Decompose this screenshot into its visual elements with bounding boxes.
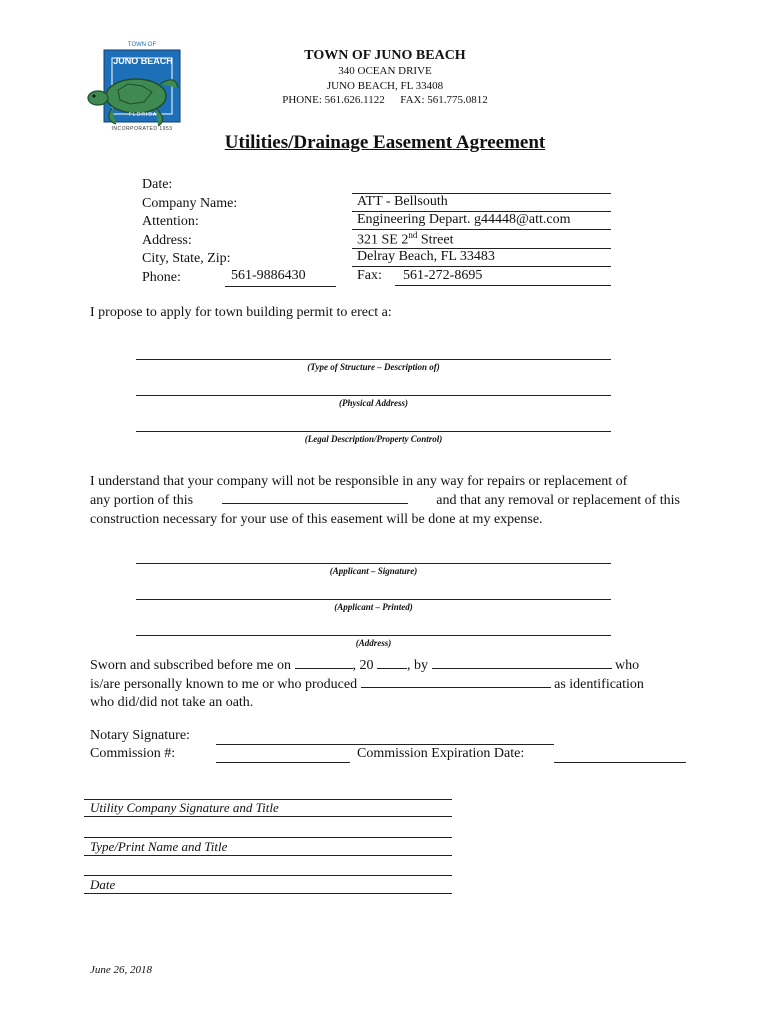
notary-signature-line[interactable] bbox=[216, 744, 554, 745]
utility-signature-label: Utility Company Signature and Title bbox=[90, 800, 279, 815]
legal-description-caption: (Legal Description/Property Control) bbox=[304, 434, 443, 444]
phone-value: 561-9886430 bbox=[231, 268, 306, 283]
utility-date-line[interactable] bbox=[84, 893, 452, 894]
notary-signature-label: Notary Signature: bbox=[90, 728, 190, 743]
city-line bbox=[352, 266, 611, 267]
address-street-end: Street bbox=[417, 232, 454, 248]
town-fax: FAX: 561.775.0812 bbox=[400, 94, 488, 106]
print-name-label: Type/Print Name and Title bbox=[90, 839, 228, 854]
address-value bbox=[357, 230, 454, 249]
sworn-line3: who did/did not take an oath. bbox=[90, 695, 254, 710]
applicant-printed-caption: (Applicant – Printed) bbox=[334, 602, 413, 612]
date-label: Date: bbox=[142, 177, 173, 192]
sworn-by-blank[interactable] bbox=[432, 656, 612, 669]
sworn-year-blank[interactable] bbox=[377, 656, 407, 669]
logo-incorporated: INCORPORATED 1953 bbox=[111, 126, 173, 132]
utility-date-top-line bbox=[84, 875, 452, 876]
sworn-date-blank[interactable] bbox=[295, 656, 353, 669]
sworn-statement bbox=[90, 656, 680, 712]
applicant-signature-caption: (Applicant – Signature) bbox=[329, 566, 418, 576]
physical-address-caption: (Physical Address) bbox=[339, 398, 408, 408]
applicant-printed-line[interactable] bbox=[136, 599, 611, 600]
company-label: Company Name: bbox=[142, 195, 238, 211]
address-street: 321 SE 2 bbox=[357, 232, 409, 248]
address-label: Address: bbox=[142, 232, 192, 248]
paragraph-line-1: I understand that your company will not be responsible in any way for repairs or replacement of bbox=[90, 474, 628, 489]
commission-expiration-line[interactable] bbox=[554, 762, 686, 763]
fax-line bbox=[395, 285, 611, 286]
town-street: 340 OCEAN DRIVE bbox=[338, 65, 432, 77]
print-name-line[interactable] bbox=[84, 855, 452, 856]
footer-date: June 26, 2018 bbox=[90, 964, 153, 976]
paragraph-line-2b: and that any removal or replacement of this bbox=[436, 493, 680, 508]
city-label: City, State, Zip: bbox=[142, 251, 231, 266]
logo-name: JUNO BEACH bbox=[113, 56, 173, 66]
portion-blank[interactable] bbox=[222, 491, 408, 504]
applicant-address-line[interactable] bbox=[136, 635, 611, 636]
town-name: TOWN OF JUNO BEACH bbox=[304, 48, 466, 63]
contact-labels bbox=[142, 176, 237, 287]
town-logo bbox=[86, 44, 186, 136]
company-value: ATT - Bellsouth bbox=[357, 194, 448, 209]
logo-top-text: TOWN OF bbox=[127, 42, 157, 48]
sworn-text-a: Sworn and subscribed before me on bbox=[90, 658, 292, 673]
utility-date-label: Date bbox=[90, 877, 116, 892]
responsibility-paragraph bbox=[90, 472, 680, 529]
document-title: Utilities/Drainage Easement Agreement bbox=[224, 132, 546, 153]
fax-value: 561-272-8695 bbox=[403, 268, 483, 283]
print-name-top-line bbox=[84, 837, 452, 838]
utility-signature-line[interactable] bbox=[84, 816, 452, 817]
structure-caption: (Type of Structure – Description of) bbox=[307, 362, 440, 372]
sworn-line2-a: is/are personally known to me or who produced bbox=[90, 677, 358, 692]
phone-label: Phone: bbox=[142, 269, 181, 285]
commission-number-line[interactable] bbox=[216, 762, 350, 763]
fax-label: Fax: bbox=[357, 268, 382, 283]
paragraph-line-3: construction necessary for your use of this easement will be done at my expense. bbox=[90, 512, 543, 527]
propose-text: I propose to apply for town building permit to erect a: bbox=[90, 305, 392, 320]
sworn-line2-b: as identification bbox=[554, 677, 644, 692]
town-city: JUNO BEACH, FL 33408 bbox=[326, 80, 444, 92]
commission-number-label: Commission #: bbox=[90, 746, 176, 761]
attention-value: Engineering Depart. g44448@att.com bbox=[357, 212, 571, 227]
physical-address-line[interactable] bbox=[136, 395, 611, 396]
identification-blank[interactable] bbox=[361, 675, 551, 688]
logo-state: FLORIDA bbox=[128, 112, 158, 118]
town-phone: PHONE: 561.626.1122 bbox=[282, 94, 385, 106]
applicant-address-caption: (Address) bbox=[355, 638, 392, 648]
legal-description-line[interactable] bbox=[136, 431, 611, 432]
sworn-text-b: , 20 bbox=[352, 658, 374, 673]
address-suffix: nd bbox=[408, 230, 418, 240]
letterhead bbox=[220, 48, 550, 107]
city-value: Delray Beach, FL 33483 bbox=[357, 249, 495, 264]
commission-expiration-label: Commission Expiration Date: bbox=[357, 746, 525, 761]
sworn-text-c: , by bbox=[407, 658, 429, 673]
applicant-signature-line[interactable] bbox=[136, 563, 611, 564]
paragraph-line-2a: any portion of this bbox=[90, 493, 194, 508]
phone-underline bbox=[225, 286, 336, 287]
attention-label: Attention: bbox=[142, 214, 199, 229]
structure-line[interactable] bbox=[136, 359, 611, 360]
sworn-text-d: who bbox=[615, 658, 640, 673]
